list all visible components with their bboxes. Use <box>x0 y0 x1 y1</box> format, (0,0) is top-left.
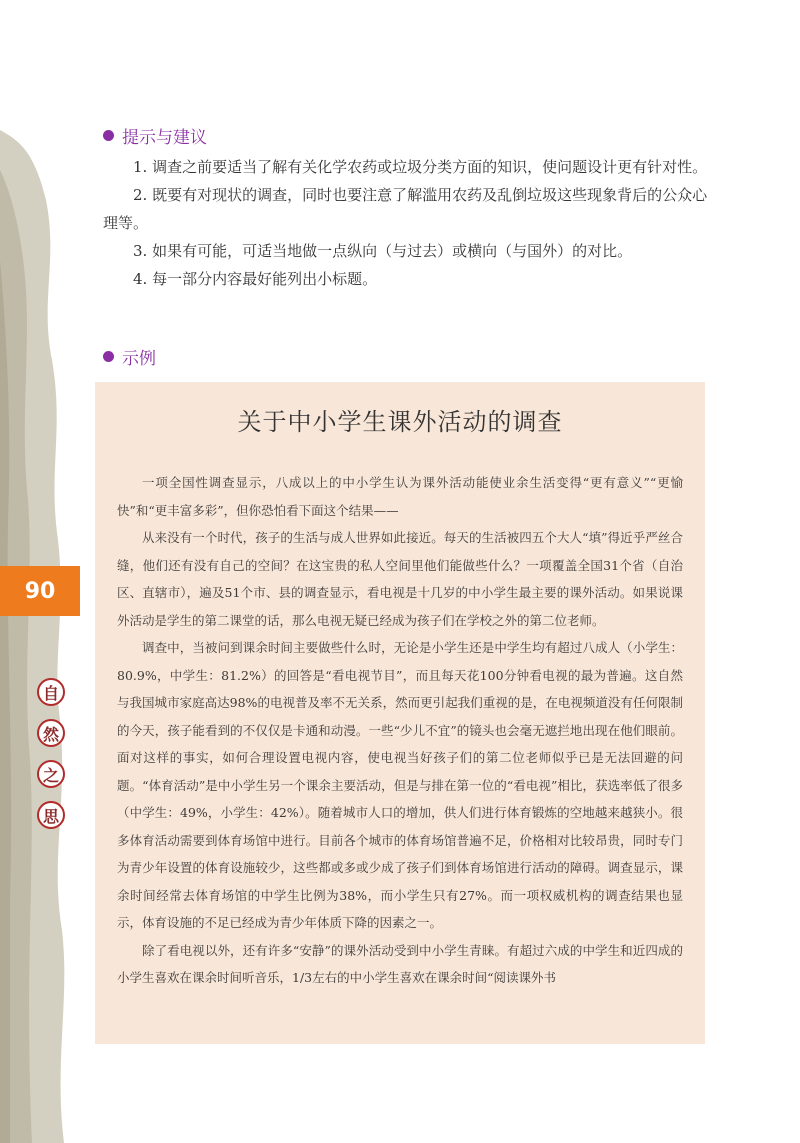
tips-heading-text: 提示与建议 <box>122 128 207 148</box>
page-number-tab <box>0 566 80 616</box>
example-heading <box>103 344 156 369</box>
example-paragraph: 除了看电视以外，还有许多“安静”的课外活动受到中小学生青睐。有超过六成的中学生和近四成的小学生喜欢在课余时间听音乐，1/3左右的中小学生喜欢在课余时间“阅读课外书 <box>117 942 683 985</box>
tip-item: 2. 既要有对现状的调查，同时也要注意了解滥用农药及乱倒垃圾这些现象背后的公众心理等。 <box>103 186 708 232</box>
tip-item: 4. 每一部分内容最好能列出小标题。 <box>133 270 378 288</box>
side-char-seal: 自 <box>37 678 65 706</box>
tips-heading <box>103 123 207 148</box>
side-char-seal: 思 <box>37 801 65 829</box>
tip-item: 3. 如果有可能，可适当地做一点纵向（与过去）或横向（与国外）的对比。 <box>133 242 633 260</box>
example-paragraph: 调查中，当被问到课余时间主要做些什么时，无论是小学生还是中学生均有超过八成人（小学生：80.9%，中学生：81.2%）的回答是“看电视节目”，而且每天花100分钟看电视的最为普遍。这自然与我国城市家庭高达98%的电视普及率不无关系，然而更引起我们重视的是，在电视频道没有任何限制的今天，孩子能看到的不仅仅是卡通和动漫。一些“少儿不宜”的镜头也会毫无遮拦地出现在他们眼前。面对这样的事实，如何合理设置电视内容，使电视当好孩子们的第二位老师似乎已是无法回避的问题。“体育活动”是中小学生另一个课余主要活动，但是与排在第一位的“看电视”相比，获选率低了很多（中学生：49%，小学生：42%）。随着城市人口的增加，供人们进行体育锻炼的空地越来越狭小。很多体育活动需要到体育场馆中进行。目前各个城市的体育场馆普遍不足，价格相对比较昂贵，同时专门为青少年设置的体育设施较少，这些都或多或少成了孩子们到体育场馆进行活动的障碍。调查显示，课余时间经常去体育场馆的中学生比例为38%，而小学生只有27%。而一项权威机构的调查结果也显示，体育设施的不足已经成为青少年体质下降的因素之一。 <box>117 640 683 930</box>
bullet-dot-icon <box>103 130 114 141</box>
side-char-seal: 然 <box>37 719 65 747</box>
side-char-seal: 之 <box>37 760 65 788</box>
bullet-dot-icon <box>103 351 114 362</box>
example-paragraph: 一项全国性调查显示，八成以上的中小学生认为课外活动能使业余生活变得“更有意义”“更愉快”和“更丰富多彩”，但你恐怕看下面这个结果—— <box>117 475 683 518</box>
example-box <box>95 382 705 1044</box>
example-heading-text: 示例 <box>122 349 156 369</box>
side-title-seals <box>37 678 67 842</box>
tip-item: 1. 调查之前要适当了解有关化学农药或垃圾分类方面的知识，使问题设计更有针对性。 <box>133 158 708 176</box>
example-title: 关于中小学生课外活动的调查 <box>237 408 563 436</box>
example-paragraph: 从来没有一个时代，孩子的生活与成人世界如此接近。每天的生活被四五个大人“填”得近乎严丝合缝，他们还有没有自己的空间？在这宝贵的私人空间里他们能做些什么？一项覆盖全国31个省（自治区、直辖市），遍及51个市、县的调查显示，看电视是十几岁的中小学生最主要的课外活动。如果说课外活动是学生的第二课堂的话，那么电视无疑已经成为孩子们在学校之外的第二位老师。 <box>117 530 683 628</box>
page-number: 90 <box>24 578 56 604</box>
tips-list <box>103 153 709 293</box>
